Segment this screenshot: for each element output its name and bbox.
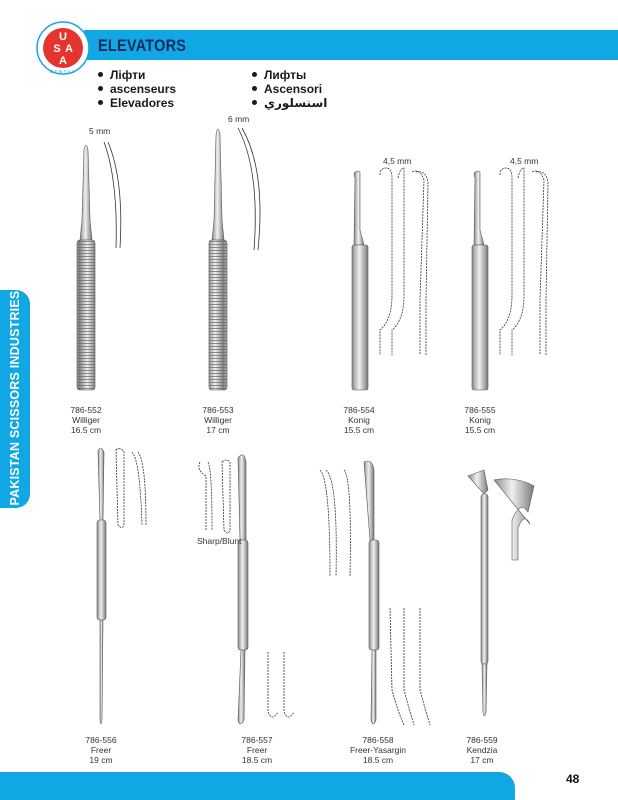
tip-size-label: 5 mm: [89, 126, 111, 136]
svg-text:DENTAL: DENTAL: [49, 69, 77, 74]
instrument-786-556: [97, 448, 146, 724]
product-caption-786-559: 786-559 Kendzia 17 cm: [466, 735, 498, 765]
instrument-786-553: [209, 128, 260, 390]
translation-item: اسنسلوري: [252, 96, 327, 110]
product-caption-786-555: 786-555 Konig 15.5 cm: [464, 405, 496, 435]
product-caption-786-552: 786-552 Williger 16.5 cm: [70, 405, 102, 435]
instrument-786-559: [468, 470, 534, 716]
product-caption-786-556: 786-556 Freer 19 cm: [85, 735, 117, 765]
tip-size-label: 4,5 mm: [510, 156, 539, 166]
tip-size-label: 6 mm: [228, 114, 250, 124]
instrument-786-558: [320, 461, 430, 725]
instrument-786-555: [472, 168, 548, 390]
instrument-786-557: [199, 455, 294, 724]
translation-item: Лифты: [252, 68, 327, 82]
side-tab-text: PAKISTAN SCISSORS INDUSTRIES: [8, 290, 22, 506]
tip-type-note: Sharp/Blunt: [197, 536, 242, 546]
product-caption-786-554: 786-554 Konig 15.5 cm: [343, 405, 375, 435]
svg-text:A: A: [65, 43, 73, 55]
product-caption-786-553: 786-553 Williger 17 cm: [202, 405, 234, 435]
page-number: 48: [566, 772, 580, 786]
translation-item: Elevadores: [98, 96, 176, 110]
product-caption-786-558: 786-558 Freer-Yasargin 18.5 cm: [349, 735, 407, 765]
page-title: ELEVATORS: [98, 36, 187, 55]
translation-item: Ascensori: [252, 82, 327, 96]
svg-text:U: U: [59, 31, 67, 43]
instrument-786-554: [352, 168, 428, 390]
translation-item: ascenseurs: [98, 82, 176, 96]
translation-item: Ліфти: [98, 68, 176, 82]
svg-text:S: S: [53, 43, 61, 55]
product-caption-786-557: 786-557 Freer 18.5 cm: [241, 735, 273, 765]
instrument-786-552: [77, 142, 121, 390]
tip-size-label: 4,5 mm: [383, 156, 412, 166]
svg-text:A: A: [59, 55, 67, 67]
footer-bar: [0, 772, 515, 800]
